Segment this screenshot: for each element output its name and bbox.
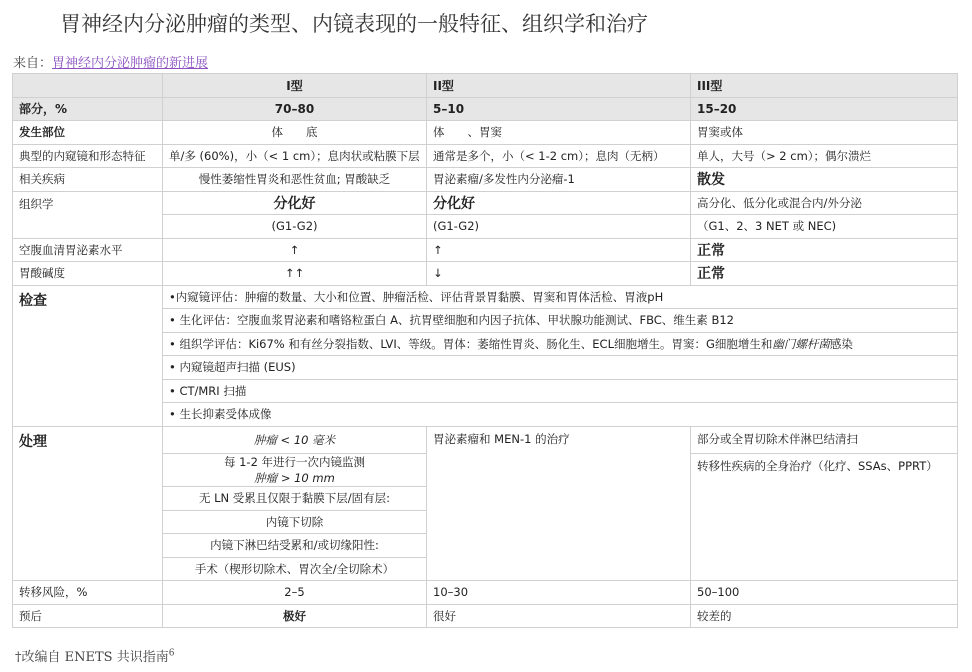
morphology-type2: 通常是多个，小（< 1-2 cm）；息肉（无柄）: [427, 144, 691, 168]
metastasis-label: 转移风险，%: [13, 581, 163, 605]
disease-type1: 慢性萎缩性胃炎和恶性贫血; 胃酸缺乏: [163, 168, 427, 192]
exam-item: • 内窥镜超声扫描 (EUS): [163, 356, 958, 380]
page-title: 胃神经内分泌肿瘤的类型、内镜表现的一般特征、组织学和治疗: [60, 12, 648, 36]
acidity-label: 胃酸碱度: [13, 262, 163, 286]
morphology-row: [13, 144, 958, 168]
morphology-type1: 单/多 (60%)，小（< 1 cm）；息肉状或粘膜下层: [163, 144, 427, 168]
treatment-type3-systemic: 转移性疾病的全身治疗（化疗、SSAs、PPRT）: [691, 454, 958, 581]
header-type1: I型: [163, 74, 427, 98]
exam-item: • 生化评估：空腹血浆胃泌素和嗜铬粒蛋白 A、抗胃壁细胞和内因子抗体、甲状腺功能测试、FBC、维生素 B12: [163, 309, 958, 333]
footnote: [15, 646, 174, 665]
histology-type1: 分化好: [163, 191, 427, 215]
metastasis-type3: 50–100: [691, 581, 958, 605]
metastasis-type1: 2–5: [163, 581, 427, 605]
treatment-type3-surgery: 部分或全胃切除术伴淋巴结清扫: [691, 426, 958, 454]
site-type1: 体 底: [163, 121, 427, 145]
gastrin-label: 空腹血清胃泌素水平: [13, 238, 163, 262]
treatment-label: 处理: [13, 426, 163, 581]
source-line: [13, 52, 208, 71]
histology-grade-type1: (G1-G2): [163, 215, 427, 239]
metastasis-row: [13, 581, 958, 605]
histology-type3: 高分化、低分化或混合内/外分泌: [691, 191, 958, 215]
treatment-type1-step: [163, 454, 427, 487]
treatment-type2: 胃泌素瘤和 MEN-1 的治疗: [427, 426, 691, 581]
disease-row: [13, 168, 958, 192]
prognosis-type3: 较差的: [691, 604, 958, 628]
treatment-type1-step: 肿瘤 < 10 毫米: [163, 426, 427, 454]
site-row: [13, 121, 958, 145]
site-type3: 胃窦或体: [691, 121, 958, 145]
percent-type2: 5–10: [427, 97, 691, 121]
prognosis-row: [13, 604, 958, 628]
exam-item: [163, 332, 958, 356]
treatment-type1-step: 无 LN 受累且仅限于黏膜下层/固有层:: [163, 487, 427, 511]
gastrin-type2: ↑: [427, 238, 691, 262]
treatment-row-1: [13, 426, 958, 454]
exam-item: •内窥镜评估：肿瘤的数量、大小和位置、肿瘤活检、评估背景胃黏膜、胃窦和胃体活检、胃液pH: [163, 285, 958, 309]
exam-item: • 生长抑素受体成像: [163, 403, 958, 427]
exam-item: • CT/MRI 扫描: [163, 379, 958, 403]
site-label: 发生部位: [13, 121, 163, 145]
acidity-type1: ↑↑: [163, 262, 427, 286]
percent-type3: 15–20: [691, 97, 958, 121]
neuroendocrine-table: [12, 73, 958, 628]
exam-row-1: [13, 285, 958, 309]
disease-type3: 散发: [691, 168, 958, 192]
morphology-type3: 单人，大号（> 2 cm）；偶尔溃烂: [691, 144, 958, 168]
disease-type2: 胃泌素瘤/多发性内分泌瘤-1: [427, 168, 691, 192]
header-type2: II型: [427, 74, 691, 98]
site-type2: 体 、胃窦: [427, 121, 691, 145]
source-link[interactable]: 胃神经内分泌肿瘤的新进展: [52, 56, 209, 71]
percent-type1: 70–80: [163, 97, 427, 121]
tumor-size-text: 肿瘤 > 10 mm: [254, 471, 335, 485]
metastasis-type2: 10–30: [427, 581, 691, 605]
percent-label: 部分，%: [13, 97, 163, 121]
exam-item-tail: 感染: [829, 336, 853, 351]
exam-label: 检查: [13, 285, 163, 426]
exam-item-text: • 组织学评估：Ki67% 和有丝分裂指数、LVI、等级。胃体：萎缩性胃炎、肠化生、ECL细胞增生。胃窦：G细胞增生和: [169, 336, 773, 351]
header-row: [13, 74, 958, 98]
acidity-type2: ↓: [427, 262, 691, 286]
histology-row: [13, 191, 958, 215]
histology-grade-type3: （G1、2、3 NET 或 NEC): [691, 215, 958, 239]
header-empty: [13, 74, 163, 98]
treatment-type1-step: 内镜下淋巴结受累和/或切缘阳性:: [163, 534, 427, 558]
prognosis-label: 预后: [13, 604, 163, 628]
gastrin-row: [13, 238, 958, 262]
acidity-row: [13, 262, 958, 286]
acidity-type3: 正常: [691, 262, 958, 286]
gastrin-type1: ↑: [163, 238, 427, 262]
exam-item-italic: 幽门螺杆菌: [772, 336, 830, 351]
source-prefix: 来自：: [13, 56, 53, 71]
histology-grade-type2: (G1-G2): [427, 215, 691, 239]
footnote-ref[interactable]: 6: [168, 648, 175, 659]
morphology-label: 典型的内窥镜和形态特征: [13, 144, 163, 168]
histology-label: 组织学: [13, 191, 163, 238]
surveillance-text: 每 1-2 年进行一次内镜监测: [223, 455, 366, 469]
percent-row: [13, 97, 958, 121]
header-type3: III型: [691, 74, 958, 98]
treatment-type1-step: 手术（楔形切除术、胃次全/全切除术）: [163, 557, 427, 581]
gastrin-type3: 正常: [691, 238, 958, 262]
treatment-type1-step: 内镜下切除: [163, 510, 427, 534]
prognosis-type1: 极好: [163, 604, 427, 628]
prognosis-type2: 很好: [427, 604, 691, 628]
histology-type2: 分化好: [427, 191, 691, 215]
footnote-text: †改编自 ENETS 共识指南: [15, 650, 169, 665]
disease-label: 相关疾病: [13, 168, 163, 192]
